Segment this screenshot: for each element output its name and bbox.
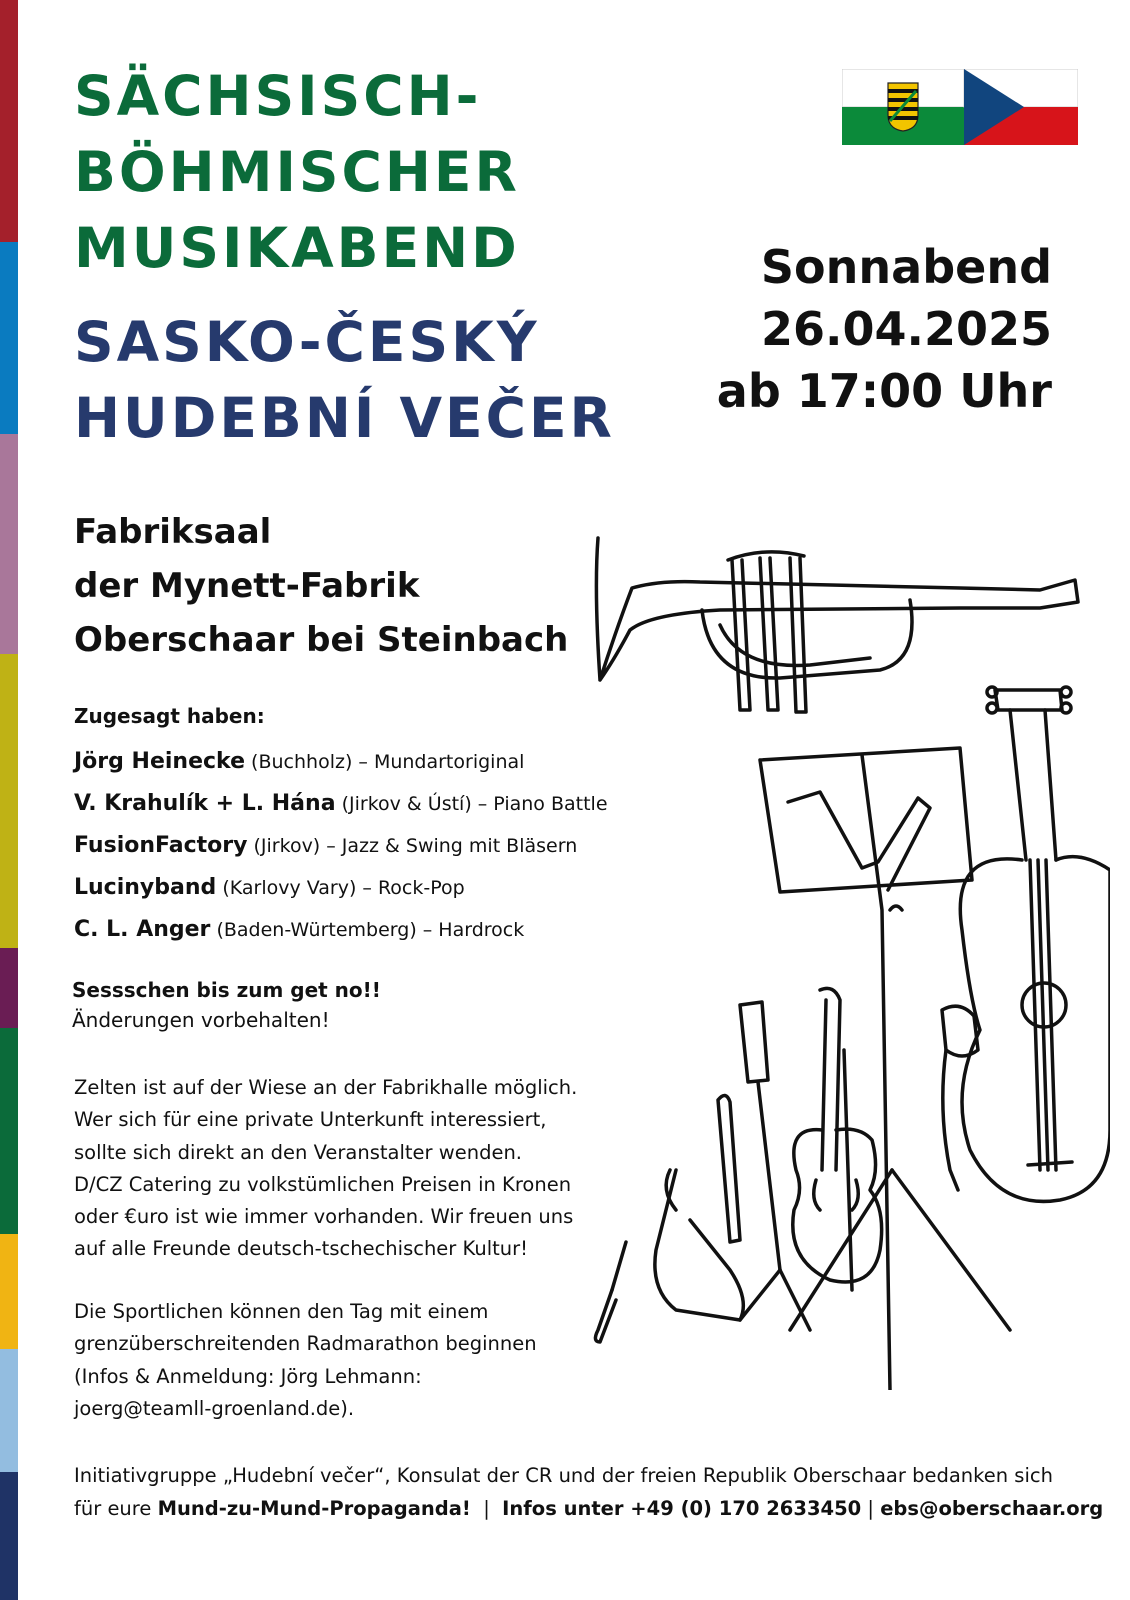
list-item bbox=[74, 866, 608, 908]
act-name: V. Krahulík + L. Hána bbox=[74, 791, 336, 816]
stripe-segment bbox=[0, 0, 18, 242]
violin-icon bbox=[793, 988, 882, 1290]
paragraph-line: Die Sportlichen können den Tag mit einem bbox=[74, 1300, 489, 1323]
list-item bbox=[74, 740, 608, 782]
guitar-icon bbox=[960, 687, 1110, 1201]
footer-propaganda: Mund-zu-Mund-Propaganda! bbox=[157, 1497, 471, 1520]
info-paragraph-marathon bbox=[74, 1296, 537, 1425]
lineup-title: Zugesagt haben: bbox=[74, 704, 265, 728]
color-stripe bbox=[0, 0, 18, 1600]
title-czech bbox=[74, 304, 615, 456]
venue-line: Fabriksaal bbox=[74, 512, 272, 552]
lineup-list bbox=[74, 740, 608, 950]
venue-line: Oberschaar bei Steinbach bbox=[74, 620, 569, 660]
date-time: ab 17:00 Uhr bbox=[716, 364, 1052, 418]
mic-stand-icon bbox=[740, 1002, 810, 1330]
act-detail: (Jirkov) – Jazz & Swing mit Bläsern bbox=[247, 835, 578, 857]
paragraph-line: D/CZ Catering zu volkstümlichen Preisen in Kronen bbox=[74, 1172, 572, 1196]
footer-prefix: für eure bbox=[74, 1497, 158, 1520]
paragraph-line: auf alle Freunde deutsch-tschechischer Kultur! bbox=[74, 1237, 528, 1261]
footer-separator: | bbox=[470, 1497, 503, 1520]
date-day: 26.04.2025 bbox=[760, 302, 1052, 356]
paragraph-line: oder €uro ist wie immer vorhanden. Wir freuen uns bbox=[74, 1205, 574, 1229]
saxony-flag-icon bbox=[842, 69, 964, 145]
list-item bbox=[74, 782, 608, 824]
bow-icon bbox=[718, 1095, 740, 1242]
footer-separator: | bbox=[861, 1497, 881, 1520]
paragraph-line: (Infos & Anmeldung: Jörg Lehmann: bbox=[74, 1364, 422, 1388]
title-german-line: MUSIKABEND bbox=[74, 216, 520, 280]
title-czech-line: HUDEBNÍ VEČER bbox=[74, 386, 615, 450]
title-german-line: SÄCHSISCH- bbox=[74, 64, 482, 128]
act-detail: (Buchholz) – Mundartoriginal bbox=[245, 751, 525, 773]
stripe-segment bbox=[0, 1349, 18, 1472]
trumpet-icon bbox=[596, 538, 1078, 712]
act-name: Jörg Heinecke bbox=[74, 749, 246, 774]
info-paragraph-camping bbox=[74, 1072, 577, 1266]
act-detail: (Baden-Würtemberg) – Hardrock bbox=[210, 919, 525, 941]
saxony-coat-of-arms-icon bbox=[888, 83, 918, 131]
footer bbox=[74, 1459, 1103, 1525]
title-czech-line: SASKO-ČESKÝ bbox=[74, 310, 540, 374]
act-detail: (Jirkov & Ústí) – Piano Battle bbox=[335, 793, 608, 815]
session-note: Sessschen bis zum get no!! bbox=[72, 978, 381, 1002]
list-item bbox=[74, 908, 608, 950]
stripe-segment bbox=[0, 242, 18, 434]
footer-line-2 bbox=[74, 1492, 1103, 1525]
act-name: FusionFactory bbox=[74, 833, 248, 858]
list-item bbox=[74, 824, 608, 866]
footer-line-1: Initiativgruppe „Hudební večer“, Konsulat der CR und der freien Republik Oberschaar bedanken sich bbox=[74, 1464, 1053, 1487]
act-detail: (Karlovy Vary) – Rock-Pop bbox=[216, 877, 465, 899]
act-name: C. L. Anger bbox=[74, 917, 211, 942]
drumstick-icon bbox=[595, 1242, 626, 1342]
title-german bbox=[74, 58, 520, 286]
music-stand-icon bbox=[760, 748, 1010, 1390]
venue bbox=[74, 505, 568, 667]
flags bbox=[842, 69, 1078, 145]
czech-flag-icon bbox=[964, 69, 1078, 145]
instruments-drawing bbox=[590, 530, 1110, 1390]
paragraph-line: sollte sich direkt an den Veranstalter wenden. bbox=[74, 1140, 522, 1164]
event-date bbox=[717, 236, 1052, 422]
stripe-segment bbox=[0, 948, 18, 1028]
venue-line: der Mynett-Fabrik bbox=[74, 566, 420, 606]
stripe-segment bbox=[0, 1472, 18, 1600]
stripe-segment bbox=[0, 1234, 18, 1349]
triangle-icon bbox=[655, 1170, 743, 1320]
paragraph-line: Wer sich für eine private Unterkunft interessiert, bbox=[74, 1108, 547, 1132]
date-weekday: Sonnabend bbox=[760, 240, 1052, 294]
stripe-segment bbox=[0, 1028, 18, 1234]
act-name: Lucinyband bbox=[74, 875, 217, 900]
stripe-segment bbox=[0, 434, 18, 654]
changes-note: Änderungen vorbehalten! bbox=[72, 1008, 330, 1032]
title-german-line: BÖHMISCHER bbox=[74, 140, 520, 204]
footer-email[interactable]: ebs@oberschaar.org bbox=[880, 1497, 1104, 1520]
stripe-segment bbox=[0, 654, 18, 948]
paragraph-line: Zelten ist auf der Wiese an der Fabrikhalle möglich. bbox=[74, 1076, 578, 1099]
paragraph-line: joerg@teamll-groenland.de). bbox=[74, 1396, 355, 1420]
microphone-icon bbox=[942, 1006, 978, 1190]
paragraph-line: grenzüberschreitenden Radmarathon beginnen bbox=[74, 1332, 537, 1356]
footer-phone: Infos unter +49 (0) 170 2633450 bbox=[502, 1497, 862, 1520]
